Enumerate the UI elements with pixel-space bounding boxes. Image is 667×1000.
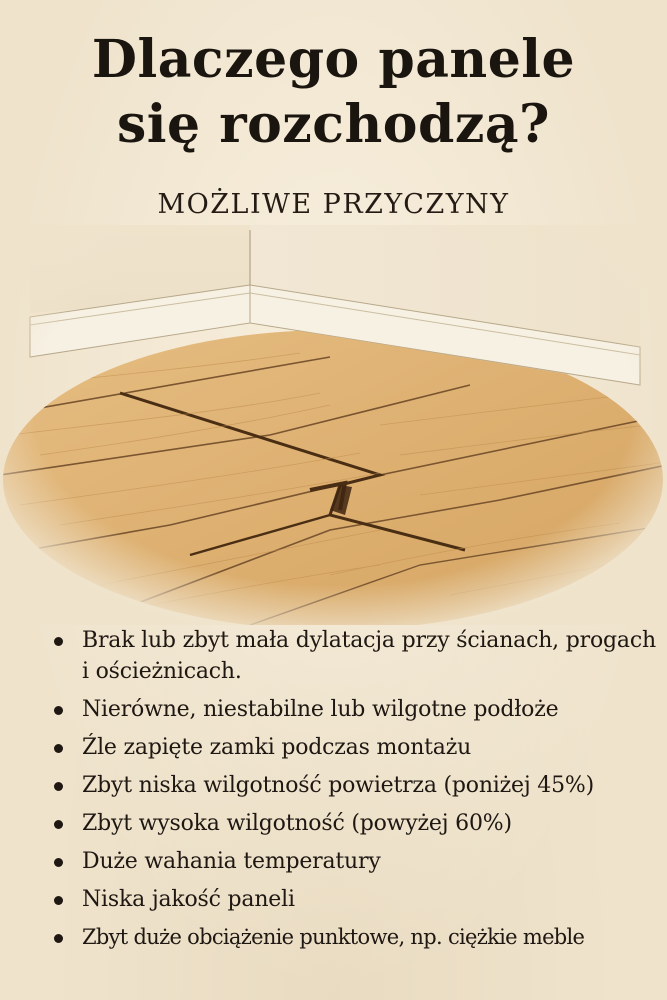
cause-text: Niska jakość paneli [82, 887, 295, 912]
title-line-1: Dlaczego panele [91, 29, 576, 90]
bullet-icon [54, 820, 63, 829]
cause-text: Nierówne, niestabilne lub wilgotne podłoże [82, 697, 559, 722]
cause-text: Duże wahania temperatury [82, 849, 381, 874]
subtitle: MOŻLIWE PRZYCZYNY [157, 189, 510, 220]
cause-text: Źle zapięte zamki podczas montażu [82, 735, 472, 760]
bullet-icon [54, 858, 63, 867]
list-item [52, 846, 662, 877]
bullet-icon [54, 782, 63, 791]
list-item [52, 922, 662, 953]
bullet-icon [54, 934, 63, 943]
title-line-2: się rozchodzą? [116, 94, 551, 155]
list-item [52, 694, 662, 725]
bullet-icon [54, 706, 63, 715]
cause-text: Zbyt niska wilgotność powietrza (poniżej 45%) [82, 773, 594, 798]
list-item [52, 625, 662, 687]
cause-text: Zbyt wysoka wilgotność (powyżej 60%) [82, 811, 512, 836]
causes-list [52, 625, 662, 960]
cause-text: Zbyt duże obciążenie punktowe, np. ciężkie meble [82, 925, 585, 949]
list-item [52, 732, 662, 763]
list-item [52, 808, 662, 839]
bullet-icon [54, 896, 63, 905]
list-item [52, 770, 662, 801]
bullet-icon [54, 637, 63, 646]
list-item [52, 884, 662, 915]
cause-text: Brak lub zbyt mała dylatacja przy ścianach, progach i ościeżnicach. [82, 628, 656, 684]
floor-panels-gap-illustration [0, 225, 667, 625]
bullet-icon [54, 744, 63, 753]
